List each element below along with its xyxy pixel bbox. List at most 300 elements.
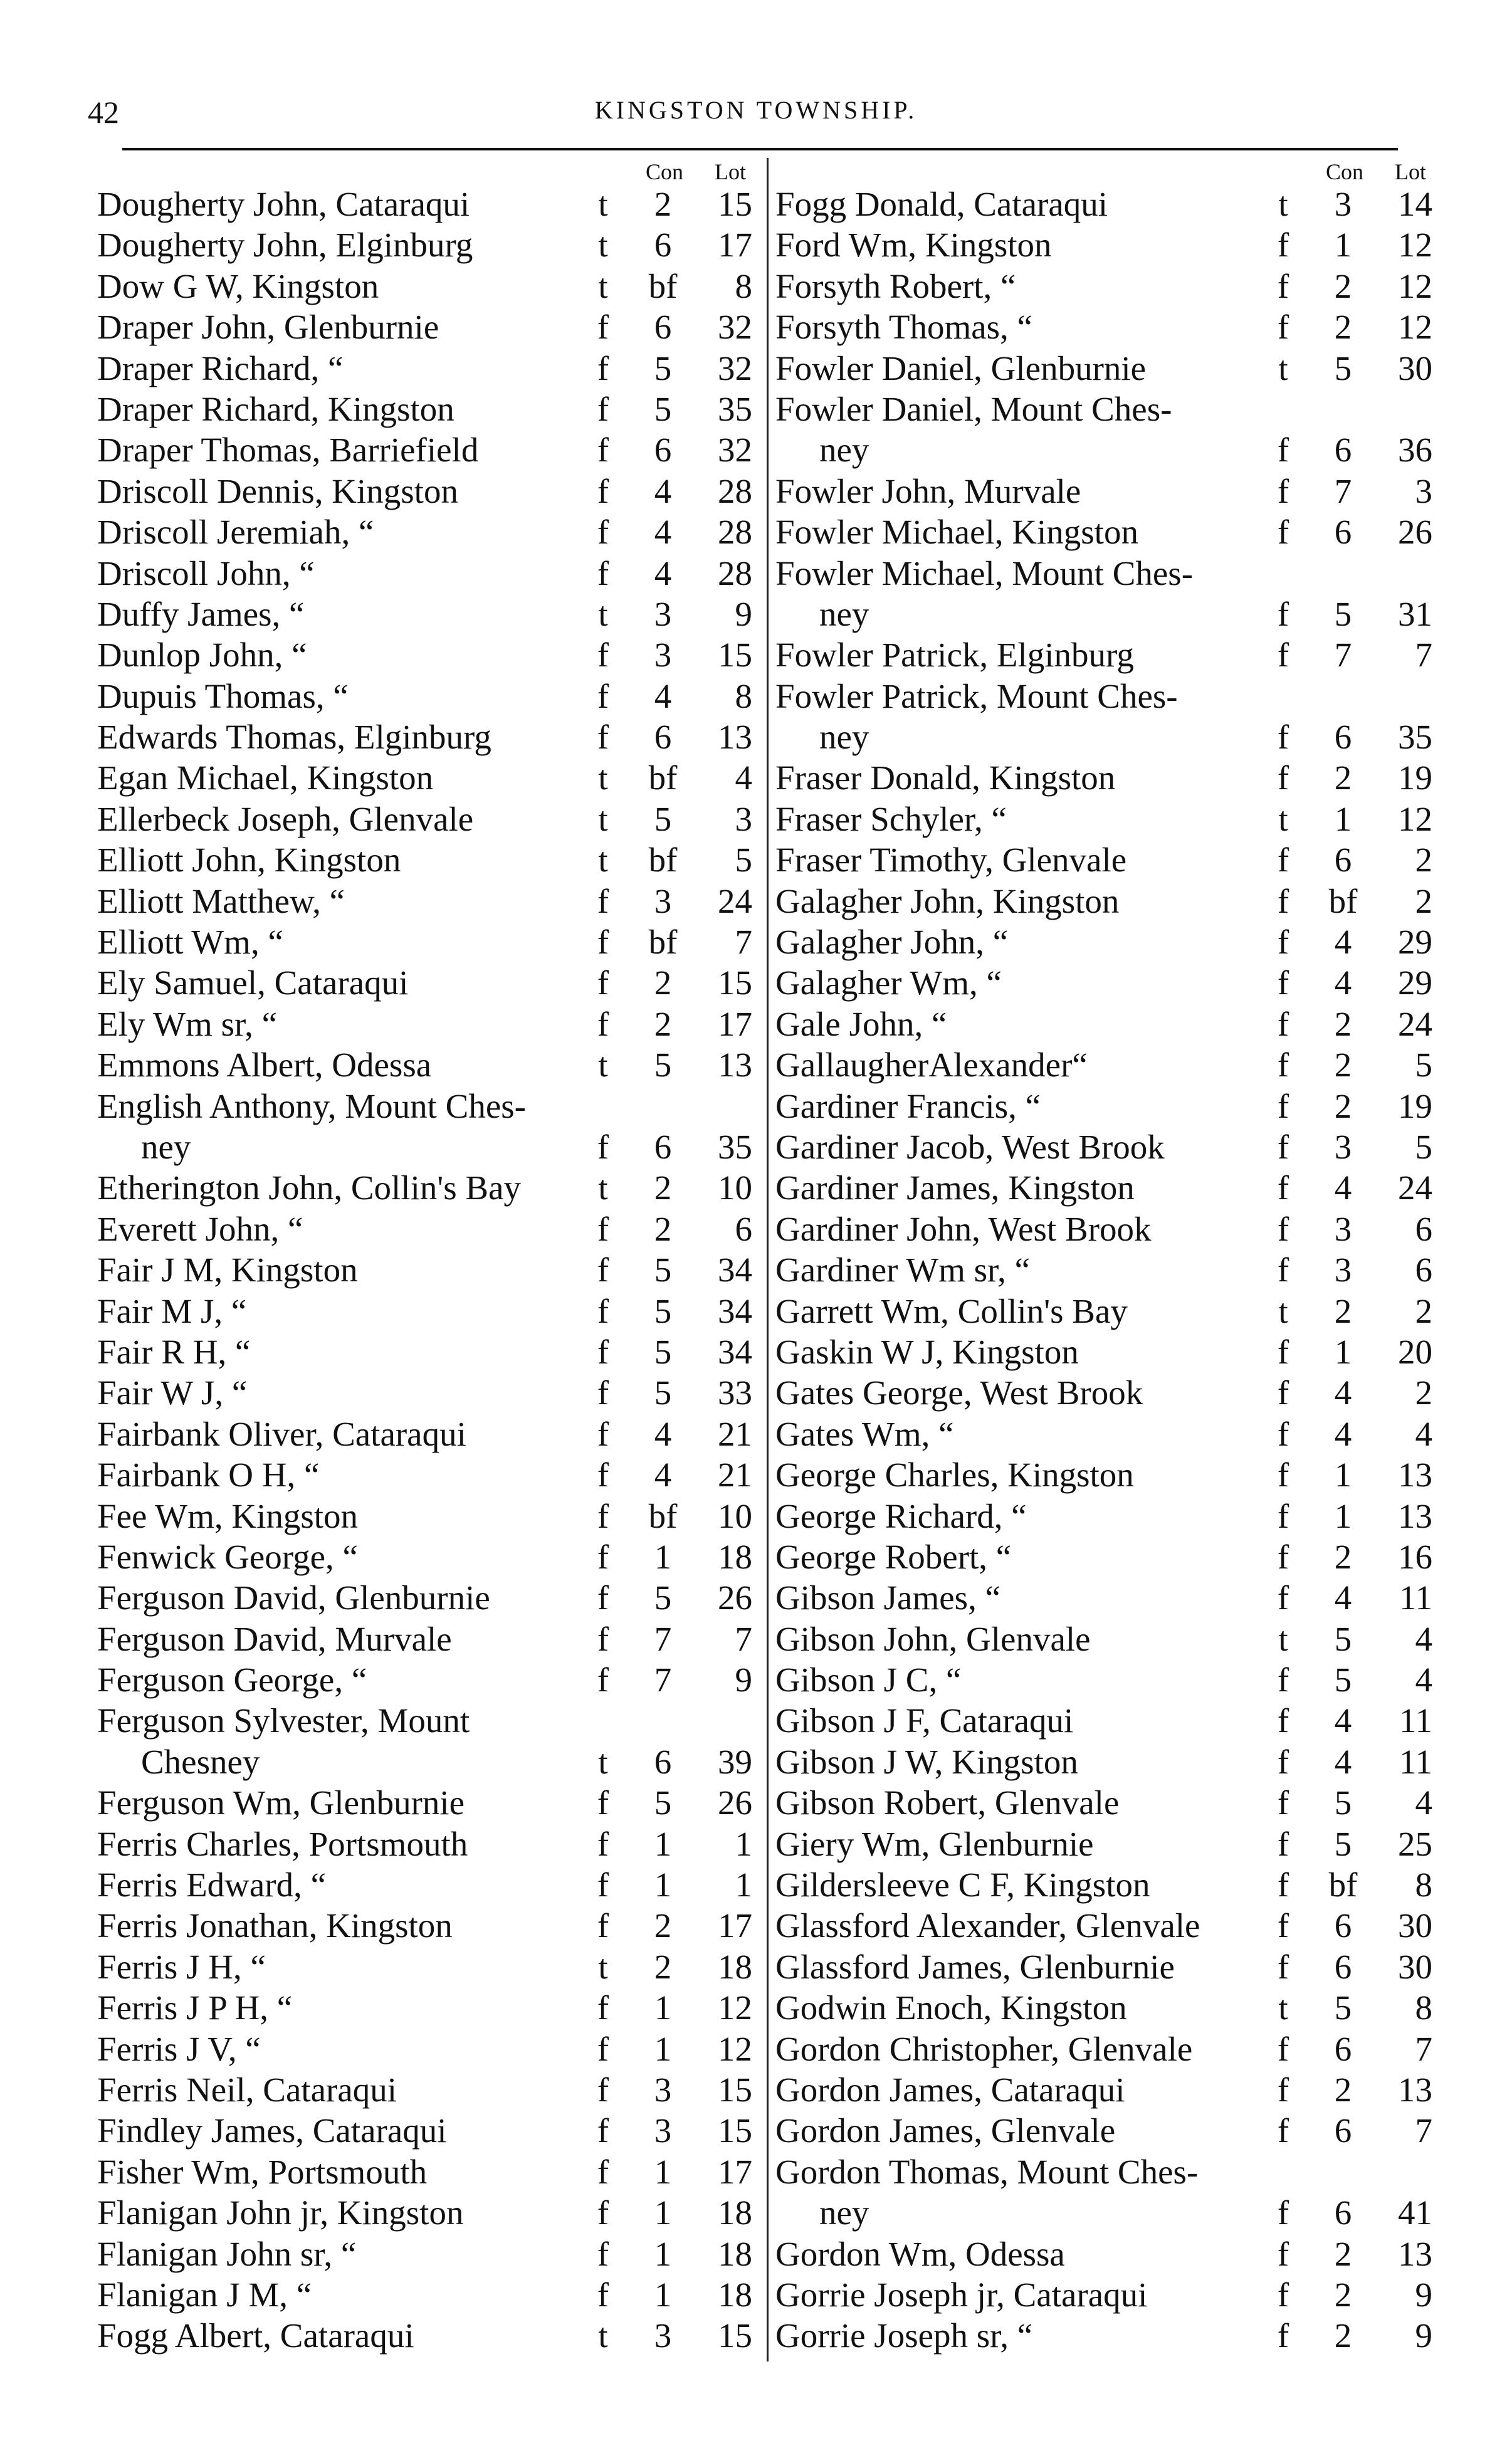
entry-tenure: t bbox=[1278, 1619, 1288, 1658]
entry-name: George Richard, “ bbox=[775, 1496, 1027, 1535]
list-item bbox=[97, 1905, 752, 1946]
entry-lot: 1 bbox=[735, 1866, 752, 1904]
entry-lot: 15 bbox=[718, 185, 752, 223]
running-head: KINGSTON TOWNSHIP. bbox=[594, 96, 918, 124]
entry-name: Fair J M, Kingston bbox=[97, 1251, 358, 1290]
entry-lot: 4 bbox=[1415, 1619, 1432, 1658]
entry-tenure: f bbox=[1277, 923, 1289, 962]
entry-name: Ferguson David, Glenburnie bbox=[97, 1578, 490, 1617]
entry-lot: 5 bbox=[1415, 1127, 1432, 1166]
entry-tenure: f bbox=[597, 1783, 609, 1822]
entry-concession: 5 bbox=[654, 349, 672, 387]
entry-lot: 24 bbox=[1398, 1004, 1432, 1043]
entry-lot: 13 bbox=[718, 718, 752, 757]
list-item bbox=[97, 1659, 752, 1700]
entry-lot: 21 bbox=[718, 1456, 752, 1494]
lot-heading: Lot bbox=[715, 159, 746, 184]
entry-lot: 2 bbox=[1415, 1291, 1432, 1330]
list-item bbox=[97, 2069, 752, 2110]
entry-lot: 26 bbox=[718, 1783, 752, 1822]
entry-name: Driscoll John, “ bbox=[97, 554, 315, 592]
entry-name: Findley James, Cataraqui bbox=[97, 2111, 447, 2150]
list-item bbox=[775, 348, 1432, 389]
entry-tenure: f bbox=[597, 1251, 609, 1290]
entry-name: English Anthony, Mount Ches- bbox=[97, 1086, 526, 1125]
entry-tenure: f bbox=[597, 1578, 609, 1617]
list-item bbox=[775, 184, 1432, 224]
list-item bbox=[97, 594, 752, 634]
entry-concession: 6 bbox=[654, 1127, 672, 1166]
entry-tenure: f bbox=[597, 431, 609, 470]
entry-name: Flanigan John sr, “ bbox=[97, 2234, 357, 2273]
entry-concession: 5 bbox=[654, 1783, 672, 1822]
entry-concession: 1 bbox=[654, 1988, 672, 2027]
entry-concession: 5 bbox=[654, 1291, 672, 1330]
entry-tenure: f bbox=[597, 389, 609, 428]
entry-concession: 2 bbox=[1334, 1004, 1352, 1043]
list-item bbox=[97, 1824, 752, 1864]
entry-lot: 12 bbox=[718, 2029, 752, 2068]
entry-name: Dougherty John, Cataraqui bbox=[97, 185, 470, 223]
entry-tenure: f bbox=[1277, 1169, 1289, 1207]
entry-tenure: f bbox=[597, 471, 609, 510]
list-item bbox=[775, 553, 1432, 594]
entry-tenure: f bbox=[597, 2070, 609, 2109]
entry-lot: 35 bbox=[1398, 718, 1432, 757]
entry-name: Fowler Daniel, Glenburnie bbox=[775, 349, 1147, 387]
entry-concession: 4 bbox=[654, 513, 672, 552]
entry-name: Fowler John, Murvale bbox=[775, 471, 1081, 510]
entry-concession: 3 bbox=[654, 881, 672, 920]
list-item bbox=[97, 676, 752, 717]
list-item bbox=[775, 1782, 1432, 1823]
list-item bbox=[775, 1619, 1432, 1659]
entry-concession: 2 bbox=[654, 1209, 672, 1248]
entry-name: Gaskin W J, Kingston bbox=[775, 1332, 1079, 1371]
entry-concession: bf bbox=[648, 841, 678, 880]
entry-lot: 17 bbox=[718, 226, 752, 265]
entry-lot: 35 bbox=[718, 389, 752, 428]
entry-name: Galagher John, “ bbox=[775, 923, 1009, 962]
entry-concession: 4 bbox=[654, 554, 672, 592]
entry-name: Fenwick George, “ bbox=[97, 1537, 358, 1576]
entry-name: Gates George, West Brook bbox=[775, 1374, 1143, 1412]
entry-name: Ellerbeck Joseph, Glenvale bbox=[97, 799, 474, 838]
entry-name: Dupuis Thomas, “ bbox=[97, 676, 349, 715]
entry-name: Garrett Wm, Collin's Bay bbox=[775, 1291, 1128, 1330]
entry-name: Gordon James, Glenvale bbox=[775, 2111, 1116, 2150]
entry-name: Dunlop John, “ bbox=[97, 636, 307, 675]
entry-lot: 2 bbox=[1415, 841, 1432, 880]
entry-concession: 5 bbox=[654, 799, 672, 838]
column-header bbox=[775, 159, 1432, 184]
entry-lot: 39 bbox=[718, 1742, 752, 1781]
entry-lot: 7 bbox=[735, 923, 752, 962]
entry-tenure: f bbox=[597, 964, 609, 1002]
entry-concession: 3 bbox=[1334, 1209, 1352, 1248]
entry-tenure: f bbox=[1277, 1537, 1289, 1576]
entry-name: Ferguson David, Murvale bbox=[97, 1619, 452, 1658]
entry-tenure: f bbox=[1277, 1127, 1289, 1166]
entry-concession: 5 bbox=[1334, 1824, 1352, 1863]
entry-tenure: f bbox=[1277, 1496, 1289, 1535]
entry-name: Flanigan John jr, Kingston bbox=[97, 2193, 464, 2232]
entry-lot: 30 bbox=[1398, 1947, 1432, 1986]
column-header bbox=[97, 159, 752, 184]
list-item bbox=[775, 471, 1432, 512]
entry-name: Draper Richard, “ bbox=[97, 349, 344, 387]
entry-name: Gardiner Jacob, West Brook bbox=[775, 1127, 1165, 1166]
entry-lot: 15 bbox=[718, 964, 752, 1002]
entry-lot: 17 bbox=[718, 1906, 752, 1945]
entry-name: Gordon Wm, Odessa bbox=[775, 2234, 1065, 2273]
entry-lot: 2 bbox=[1415, 1374, 1432, 1412]
entry-tenure: f bbox=[1277, 636, 1289, 675]
entry-tenure: f bbox=[597, 513, 609, 552]
entry-tenure: f bbox=[1277, 1456, 1289, 1494]
entry-tenure: f bbox=[597, 1988, 609, 2027]
entry-lot: 5 bbox=[735, 841, 752, 880]
entry-tenure: f bbox=[1277, 1374, 1289, 1412]
entry-lot: 18 bbox=[718, 1947, 752, 1986]
column-divider bbox=[767, 158, 769, 2361]
entry-lot: 10 bbox=[718, 1496, 752, 1535]
list-item bbox=[775, 1824, 1432, 1864]
entry-concession: 2 bbox=[1334, 1537, 1352, 1576]
entry-lot: 11 bbox=[1399, 1701, 1432, 1740]
list-item bbox=[775, 2274, 1432, 2315]
list-item bbox=[97, 1249, 752, 1290]
entry-name: Gardiner Francis, “ bbox=[775, 1086, 1041, 1125]
list-item bbox=[775, 2069, 1432, 2110]
entry-tenure: f bbox=[597, 676, 609, 715]
right-column bbox=[775, 159, 1432, 2356]
entry-tenure: f bbox=[1277, 2029, 1289, 2068]
entry-concession: 5 bbox=[1334, 1783, 1352, 1822]
entry-concession: 7 bbox=[654, 1661, 672, 1699]
entry-tenure: f bbox=[1277, 964, 1289, 1002]
entry-concession: 2 bbox=[654, 964, 672, 1002]
entry-name: Dougherty John, Elginburg bbox=[97, 226, 473, 265]
entry-name: Elliott Matthew, “ bbox=[97, 881, 345, 920]
entry-name: ney bbox=[819, 431, 869, 470]
entry-name: Driscoll Jeremiah, “ bbox=[97, 513, 374, 552]
entry-name: Fowler Michael, Kingston bbox=[775, 513, 1138, 552]
entry-lot: 34 bbox=[718, 1251, 752, 1290]
entry-name: Gates Wm, “ bbox=[775, 1414, 954, 1453]
entry-concession: bf bbox=[648, 759, 678, 797]
list-item bbox=[97, 757, 752, 798]
list-item bbox=[97, 1741, 752, 1782]
entry-concession: 2 bbox=[1334, 1086, 1352, 1125]
entry-lot: 18 bbox=[718, 1537, 752, 1576]
con-heading: Con bbox=[1325, 159, 1363, 184]
header-rule bbox=[122, 148, 1398, 150]
entry-concession: 7 bbox=[654, 1619, 672, 1658]
entry-name: Flanigan J M, “ bbox=[97, 2275, 312, 2314]
entry-name: Draper John, Glenburnie bbox=[97, 308, 439, 347]
entry-concession: 2 bbox=[1334, 2070, 1352, 2109]
entry-lot: 34 bbox=[718, 1291, 752, 1330]
entry-lot: 7 bbox=[1415, 636, 1432, 675]
list-item bbox=[97, 1332, 752, 1372]
entry-lot: 28 bbox=[718, 513, 752, 552]
entry-lot: 16 bbox=[1398, 1537, 1432, 1576]
entry-name: Ferris Charles, Portsmouth bbox=[97, 1824, 468, 1863]
entry-tenure: f bbox=[1277, 1742, 1289, 1781]
entry-tenure: f bbox=[597, 1496, 609, 1535]
list-item bbox=[97, 1496, 752, 1536]
list-item bbox=[97, 1454, 752, 1495]
entry-tenure: t bbox=[598, 799, 608, 838]
entry-name: Gordon James, Cataraqui bbox=[775, 2070, 1125, 2109]
entry-name: Ferris Neil, Cataraqui bbox=[97, 2070, 397, 2109]
entry-concession: 6 bbox=[1334, 718, 1352, 757]
entry-name: Gibson J F, Cataraqui bbox=[775, 1701, 1074, 1740]
entry-tenure: t bbox=[1278, 1988, 1288, 2027]
entry-tenure: f bbox=[1277, 2193, 1289, 2232]
list-item bbox=[97, 1577, 752, 1618]
entry-tenure: f bbox=[1277, 1251, 1289, 1290]
entry-name: Gardiner John, West Brook bbox=[775, 1209, 1152, 1248]
entry-concession: 3 bbox=[654, 2111, 672, 2150]
entry-name: Gordon Christopher, Glenvale bbox=[775, 2029, 1193, 2068]
list-item bbox=[775, 2151, 1432, 2192]
entry-concession: 2 bbox=[1334, 2234, 1352, 2273]
list-item bbox=[775, 962, 1432, 1003]
entry-tenure: f bbox=[1277, 1866, 1289, 1904]
entry-lot: 17 bbox=[718, 2152, 752, 2191]
entry-lot: 12 bbox=[1398, 266, 1432, 305]
entry-concession: 2 bbox=[1334, 2316, 1352, 2355]
entry-concession: bf bbox=[648, 1496, 678, 1535]
entry-lot: 17 bbox=[718, 1004, 752, 1043]
entry-lot: 20 bbox=[1398, 1332, 1432, 1371]
lot-heading: Lot bbox=[1395, 159, 1426, 184]
entry-lot: 35 bbox=[718, 1127, 752, 1166]
entry-lot: 24 bbox=[1398, 1169, 1432, 1207]
entry-tenure: f bbox=[1277, 718, 1289, 757]
entry-concession: 5 bbox=[654, 389, 672, 428]
entry-lot: 28 bbox=[718, 554, 752, 592]
entry-lot: 26 bbox=[1398, 513, 1432, 552]
entry-concession: 1 bbox=[1334, 226, 1352, 265]
entry-tenure: f bbox=[597, 2029, 609, 2068]
entry-concession: 4 bbox=[1334, 1701, 1352, 1740]
list-item bbox=[775, 429, 1432, 470]
entry-tenure: f bbox=[597, 1374, 609, 1412]
entry-tenure: f bbox=[597, 1209, 609, 1248]
entry-lot: 15 bbox=[718, 2111, 752, 2150]
entry-concession: bf bbox=[1328, 881, 1358, 920]
entry-name: Gibson Robert, Glenvale bbox=[775, 1783, 1120, 1822]
list-item bbox=[97, 266, 752, 307]
entry-tenure: f bbox=[597, 1661, 609, 1699]
entry-lot: 4 bbox=[735, 759, 752, 797]
entry-concession: 5 bbox=[654, 1251, 672, 1290]
list-item bbox=[97, 2315, 752, 2356]
entry-concession: 6 bbox=[1334, 513, 1352, 552]
entry-name: Fair M J, “ bbox=[97, 1291, 247, 1330]
entry-concession: 1 bbox=[1334, 799, 1352, 838]
entry-name: Gibson J W, Kingston bbox=[775, 1742, 1078, 1781]
entry-tenure: t bbox=[1278, 185, 1288, 223]
entry-lot: 4 bbox=[1415, 1414, 1432, 1453]
entry-lot: 29 bbox=[1398, 964, 1432, 1002]
entry-name: Fraser Donald, Kingston bbox=[775, 759, 1116, 797]
entry-tenure: f bbox=[1277, 841, 1289, 880]
entry-name: ney bbox=[819, 2193, 869, 2232]
entry-concession: 1 bbox=[654, 1537, 672, 1576]
list-item bbox=[97, 2029, 752, 2069]
entry-name: ney bbox=[819, 718, 869, 757]
entry-lot: 18 bbox=[718, 2275, 752, 2314]
list-item bbox=[97, 2151, 752, 2192]
entry-tenure: f bbox=[597, 1456, 609, 1494]
entry-concession: 4 bbox=[1334, 1414, 1352, 1453]
list-item bbox=[775, 1291, 1432, 1332]
entry-concession: 1 bbox=[1334, 1496, 1352, 1535]
entry-lot: 9 bbox=[735, 594, 752, 633]
entry-name: ney bbox=[819, 594, 869, 633]
entry-tenure: t bbox=[598, 1169, 608, 1207]
list-item bbox=[97, 1209, 752, 1249]
entry-tenure: f bbox=[1277, 1332, 1289, 1371]
list-item bbox=[97, 962, 752, 1003]
entry-name: Gardiner James, Kingston bbox=[775, 1169, 1135, 1207]
entry-concession: bf bbox=[648, 266, 678, 305]
list-item bbox=[775, 881, 1432, 922]
entry-tenure: f bbox=[597, 1824, 609, 1863]
list-item bbox=[775, 1454, 1432, 1495]
list-item bbox=[97, 717, 752, 757]
entry-name: Draper Richard, Kingston bbox=[97, 389, 454, 428]
list-item bbox=[97, 1864, 752, 1905]
list-item bbox=[97, 1044, 752, 1085]
list-item bbox=[775, 266, 1432, 307]
entry-concession: 5 bbox=[1334, 594, 1352, 633]
entry-name: GallaugherAlexander“ bbox=[775, 1046, 1088, 1085]
entry-lot: 11 bbox=[1399, 1578, 1432, 1617]
entry-concession: 2 bbox=[1334, 266, 1352, 305]
list-item bbox=[775, 1905, 1432, 1946]
entry-concession: 3 bbox=[1334, 1251, 1352, 1290]
list-item bbox=[97, 2110, 752, 2151]
entry-tenure: f bbox=[597, 349, 609, 387]
entry-concession: 4 bbox=[654, 471, 672, 510]
entry-concession: 1 bbox=[654, 2193, 672, 2232]
entry-concession: 3 bbox=[654, 636, 672, 675]
entry-name: Edwards Thomas, Elginburg bbox=[97, 718, 491, 757]
entry-tenure: f bbox=[1277, 1661, 1289, 1699]
entry-tenure: f bbox=[597, 1332, 609, 1371]
list-item bbox=[97, 881, 752, 922]
list-item bbox=[97, 307, 752, 347]
entry-tenure: f bbox=[1277, 2275, 1289, 2314]
entry-name: Etherington John, Collin's Bay bbox=[97, 1169, 522, 1207]
entry-name: Everett John, “ bbox=[97, 1209, 303, 1248]
entry-lot: 11 bbox=[1399, 1742, 1432, 1781]
entry-lot: 34 bbox=[718, 1332, 752, 1371]
left-column bbox=[97, 159, 752, 2356]
entry-lot: 15 bbox=[718, 636, 752, 675]
entry-lot: 32 bbox=[718, 308, 752, 347]
list-item bbox=[775, 1127, 1432, 1167]
entry-concession: 1 bbox=[654, 2275, 672, 2314]
entry-concession: 6 bbox=[654, 431, 672, 470]
entry-concession: 4 bbox=[1334, 1742, 1352, 1781]
entry-tenure: t bbox=[598, 1742, 608, 1781]
entry-concession: 2 bbox=[654, 1947, 672, 1986]
entry-name: Egan Michael, Kingston bbox=[97, 759, 434, 797]
entry-concession: 4 bbox=[1334, 923, 1352, 962]
entry-tenure: f bbox=[1277, 1578, 1289, 1617]
entry-tenure: f bbox=[597, 1127, 609, 1166]
entry-tenure: t bbox=[598, 594, 608, 633]
entry-concession: 6 bbox=[1334, 2029, 1352, 2068]
entry-concession: 1 bbox=[1334, 1456, 1352, 1494]
entry-lot: 15 bbox=[718, 2316, 752, 2355]
entry-concession: 4 bbox=[1334, 1169, 1352, 1207]
entry-concession: 6 bbox=[1334, 431, 1352, 470]
entry-tenure: f bbox=[597, 718, 609, 757]
entry-name: Gorrie Joseph jr, Cataraqui bbox=[775, 2275, 1148, 2314]
entry-name: Gorrie Joseph sr, “ bbox=[775, 2316, 1033, 2355]
entry-lot: 31 bbox=[1398, 594, 1432, 633]
list-item bbox=[97, 839, 752, 880]
entry-concession: 3 bbox=[1334, 1127, 1352, 1166]
list-item bbox=[97, 224, 752, 265]
entry-concession: 6 bbox=[1334, 2111, 1352, 2150]
entry-name: Ferguson Wm, Glenburnie bbox=[97, 1783, 465, 1822]
entry-tenure: f bbox=[597, 1537, 609, 1576]
entry-name: Ferris Edward, “ bbox=[97, 1866, 327, 1904]
entry-lot: 8 bbox=[735, 676, 752, 715]
entry-name: ney bbox=[141, 1127, 191, 1166]
entry-concession: bf bbox=[648, 923, 678, 962]
entry-lot: 9 bbox=[1415, 2275, 1432, 2314]
entry-name: Giery Wm, Glenburnie bbox=[775, 1824, 1094, 1863]
entry-name: Gale John, “ bbox=[775, 1004, 947, 1043]
entry-concession: 2 bbox=[654, 1169, 672, 1207]
list-item bbox=[775, 634, 1432, 675]
entry-name: Glassford Alexander, Glenvale bbox=[775, 1906, 1200, 1945]
entry-name: Emmons Albert, Odessa bbox=[97, 1046, 432, 1085]
entry-name: Fair W J, “ bbox=[97, 1374, 248, 1412]
entry-lot: 25 bbox=[1398, 1824, 1432, 1863]
entry-tenure: f bbox=[1277, 594, 1289, 633]
entry-concession: 3 bbox=[654, 2070, 672, 2109]
list-item bbox=[775, 1332, 1432, 1372]
con-heading: Con bbox=[645, 159, 683, 184]
entry-concession: 5 bbox=[654, 1374, 672, 1412]
list-item bbox=[775, 1249, 1432, 1290]
entry-concession: 3 bbox=[654, 2316, 672, 2355]
entry-name: Fraser Timothy, Glenvale bbox=[775, 841, 1127, 880]
entry-lot: 3 bbox=[735, 799, 752, 838]
entry-name: Fraser Schyler, “ bbox=[775, 799, 1007, 838]
entry-list bbox=[97, 184, 752, 2356]
list-item bbox=[97, 922, 752, 962]
entry-lot: 4 bbox=[1415, 1661, 1432, 1699]
entry-concession: 1 bbox=[654, 2029, 672, 2068]
list-item bbox=[97, 2234, 752, 2274]
entry-name: Ely Wm sr, “ bbox=[97, 1004, 278, 1043]
entry-lot: 30 bbox=[1398, 1906, 1432, 1945]
entry-tenure: f bbox=[597, 881, 609, 920]
list-item bbox=[97, 1946, 752, 1987]
entry-lot: 41 bbox=[1398, 2193, 1432, 2232]
